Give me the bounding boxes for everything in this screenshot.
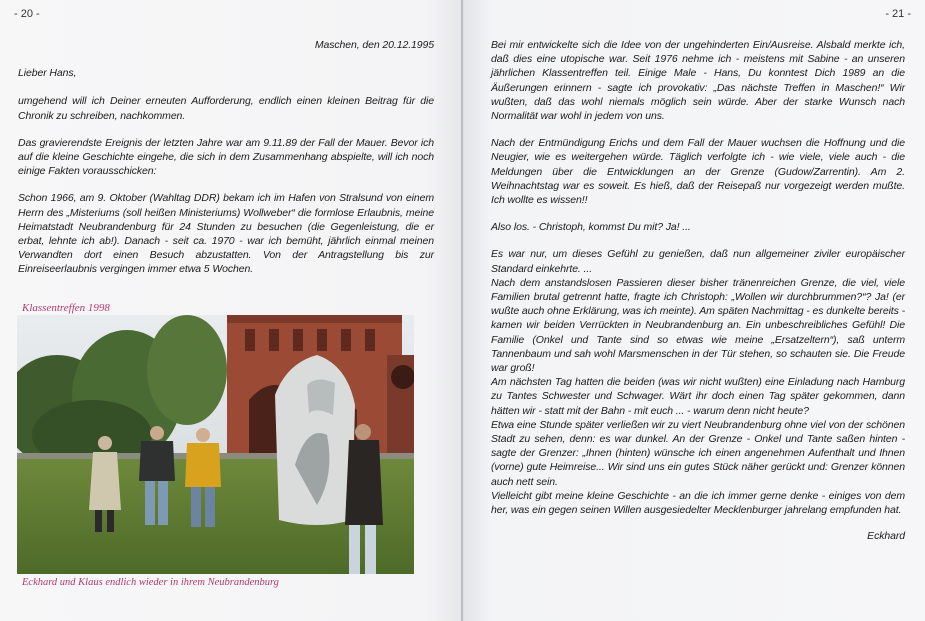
paragraph: Am nächsten Tag hatten die beiden (was wir nicht wußten) eine Einladung nach Hamburg zu Tantes Schwester und Schwager. Wärt ihr doch einen Tag später gekommen, dann hätten wir - statt mit der Bahn - mit euch ... - warum denn nicht heute? <box>491 376 905 417</box>
paragraph: Also los. - Christoph, kommst Du mit? Ja! ... <box>491 221 691 234</box>
left-page <box>0 0 462 621</box>
right-page <box>463 0 925 621</box>
paragraph: Bei mir entwickelte sich die Idee von der ungehinderten Ein/Ausreise. Alsbald merkte ich, daß dies eine utopische war. Seit 1976 nehme ich - meistens mit Sabine - an unseren jährlichen Klassentreffen teil. Einige Male - Hans, Du konntest Dich 1989 an die Äußerungen erinnern - sagte ich provokativ: „Das nächste Treffen in Maschen!“ Wir wußten, daß das wohl niemals möglich sein würde. Aber der starke Wunsch nach Normalität war wohl in jedem von uns. <box>491 39 905 123</box>
greeting: Lieber Hans, <box>18 67 77 80</box>
paragraph: umgehend will ich Deiner erneuten Aufforderung, endlich einen kleinen Beitrag für die Chronik zu schreiben, nachkommen. <box>18 95 434 122</box>
dateline: Maschen, den 20.12.1995 <box>314 39 434 51</box>
paragraph: Nach dem anstandslosen Passieren dieser bisher tränenreichen Grenze, die viel, viele Familien brutal getrennt hatte, fragte ich Christoph: „Wollen wir durchbrummen?“? Ja! (er wußte auch ohne Erklärung, was ich meinte). Am späten Nachmittag - es dunkelte bereits - kamen wir beiden Verrückten in Neubrandenburg an. Ein unbeschreibliches Gefühl! Die Familie (Onkel und Tante sind so etwas wie meine „Ersatzeltern“), saß unterm Tannenbaum und sah wohl Marsmenschen in der Tür stehen, so schauten sie. Die Freude war groß! <box>491 276 905 375</box>
paragraph: Schon 1966, am 9. Oktober (Wahltag DDR) bekam ich im Hafen von Stralsund von einem Herrn des „Misteriums (soll heißen Ministeriums) Wollweber“ die formlose Erlaubnis, meine Heimatstadt Neubrandenburg für 24 Stunden zu besuchen (die Gegenleistung, die er erbat, lehnte ich ab!). Danach - seit ca. 1970 - war ich bemüht, jährlich einmal meinen Verwandten dort einen Besuch abzustatten. Von der Antragstellung bis zur Einreiseerlaubnis vergingen immer etwa 5 Wochen. <box>18 192 434 276</box>
paragraph: Es war nur, um dieses Gefühl zu genießen, daß nun allgemeiner ziviler europäischer Standard einkehrte. ... <box>491 248 905 275</box>
paragraph: Das gravierendste Ereignis der letzten Jahre war am 9.11.89 der Fall der Mauer. Bevor ich auf die kleine Geschichte eingehe, die sich in dem Zusammenhang abspielte, will ich noch einige Fakten vorausschicken: <box>18 136 434 178</box>
signature: Eckhard <box>867 530 905 543</box>
paragraph: Vielleicht gibt meine kleine Geschichte - an die ich immer gerne denke - einiges von dem her, was ein gegen seinen Willen ausgesiedelter Mecklenburger jahrelang empfunden hat. <box>491 489 905 517</box>
paragraph: Nach der Entmündigung Erichs und dem Fall der Mauer wuchsen die Hoffnung und die Neugier, wie es weitergehen würde. Täglich verfolgte ich - wie viele, viele auch - die Meldungen über die Entwicklungen an der Grenze (Gudow/Zarrentin). Am 2. Weihnachtstag war es soweit. Es hieß, daß der Reisepaß nur vorgezeigt werden mußte. Ich wollte es wissen!! <box>491 137 905 207</box>
page-number-right: - 21 - <box>885 8 911 20</box>
paragraph: Etwa eine Stunde später verließen wir zu viert Neubrandenburg ohne viel von der schönen Stadt zu sehen, denn: es war dunkel. An der Grenze - Onkel und Tante saßen hinten - sagte der Grenzer: „Ihnen (hinten) wünsche ich einen angenehmen Aufenthalt und Ihnen (vorne) gute Heimreise... Wir sind uns ein gutes Stück näher gerückt und: Grenzer können auch nett sein. <box>491 418 905 488</box>
photo-label: Klassentreffen 1998 <box>22 302 110 314</box>
letter-text-left <box>18 38 434 277</box>
photo-caption: Eckhard und Klaus endlich wieder in ihrem Neubrandenburg <box>22 577 279 588</box>
letter-text-right <box>491 38 905 544</box>
page-number-left: - 20 - <box>14 8 40 20</box>
reunion-photo <box>17 315 414 574</box>
